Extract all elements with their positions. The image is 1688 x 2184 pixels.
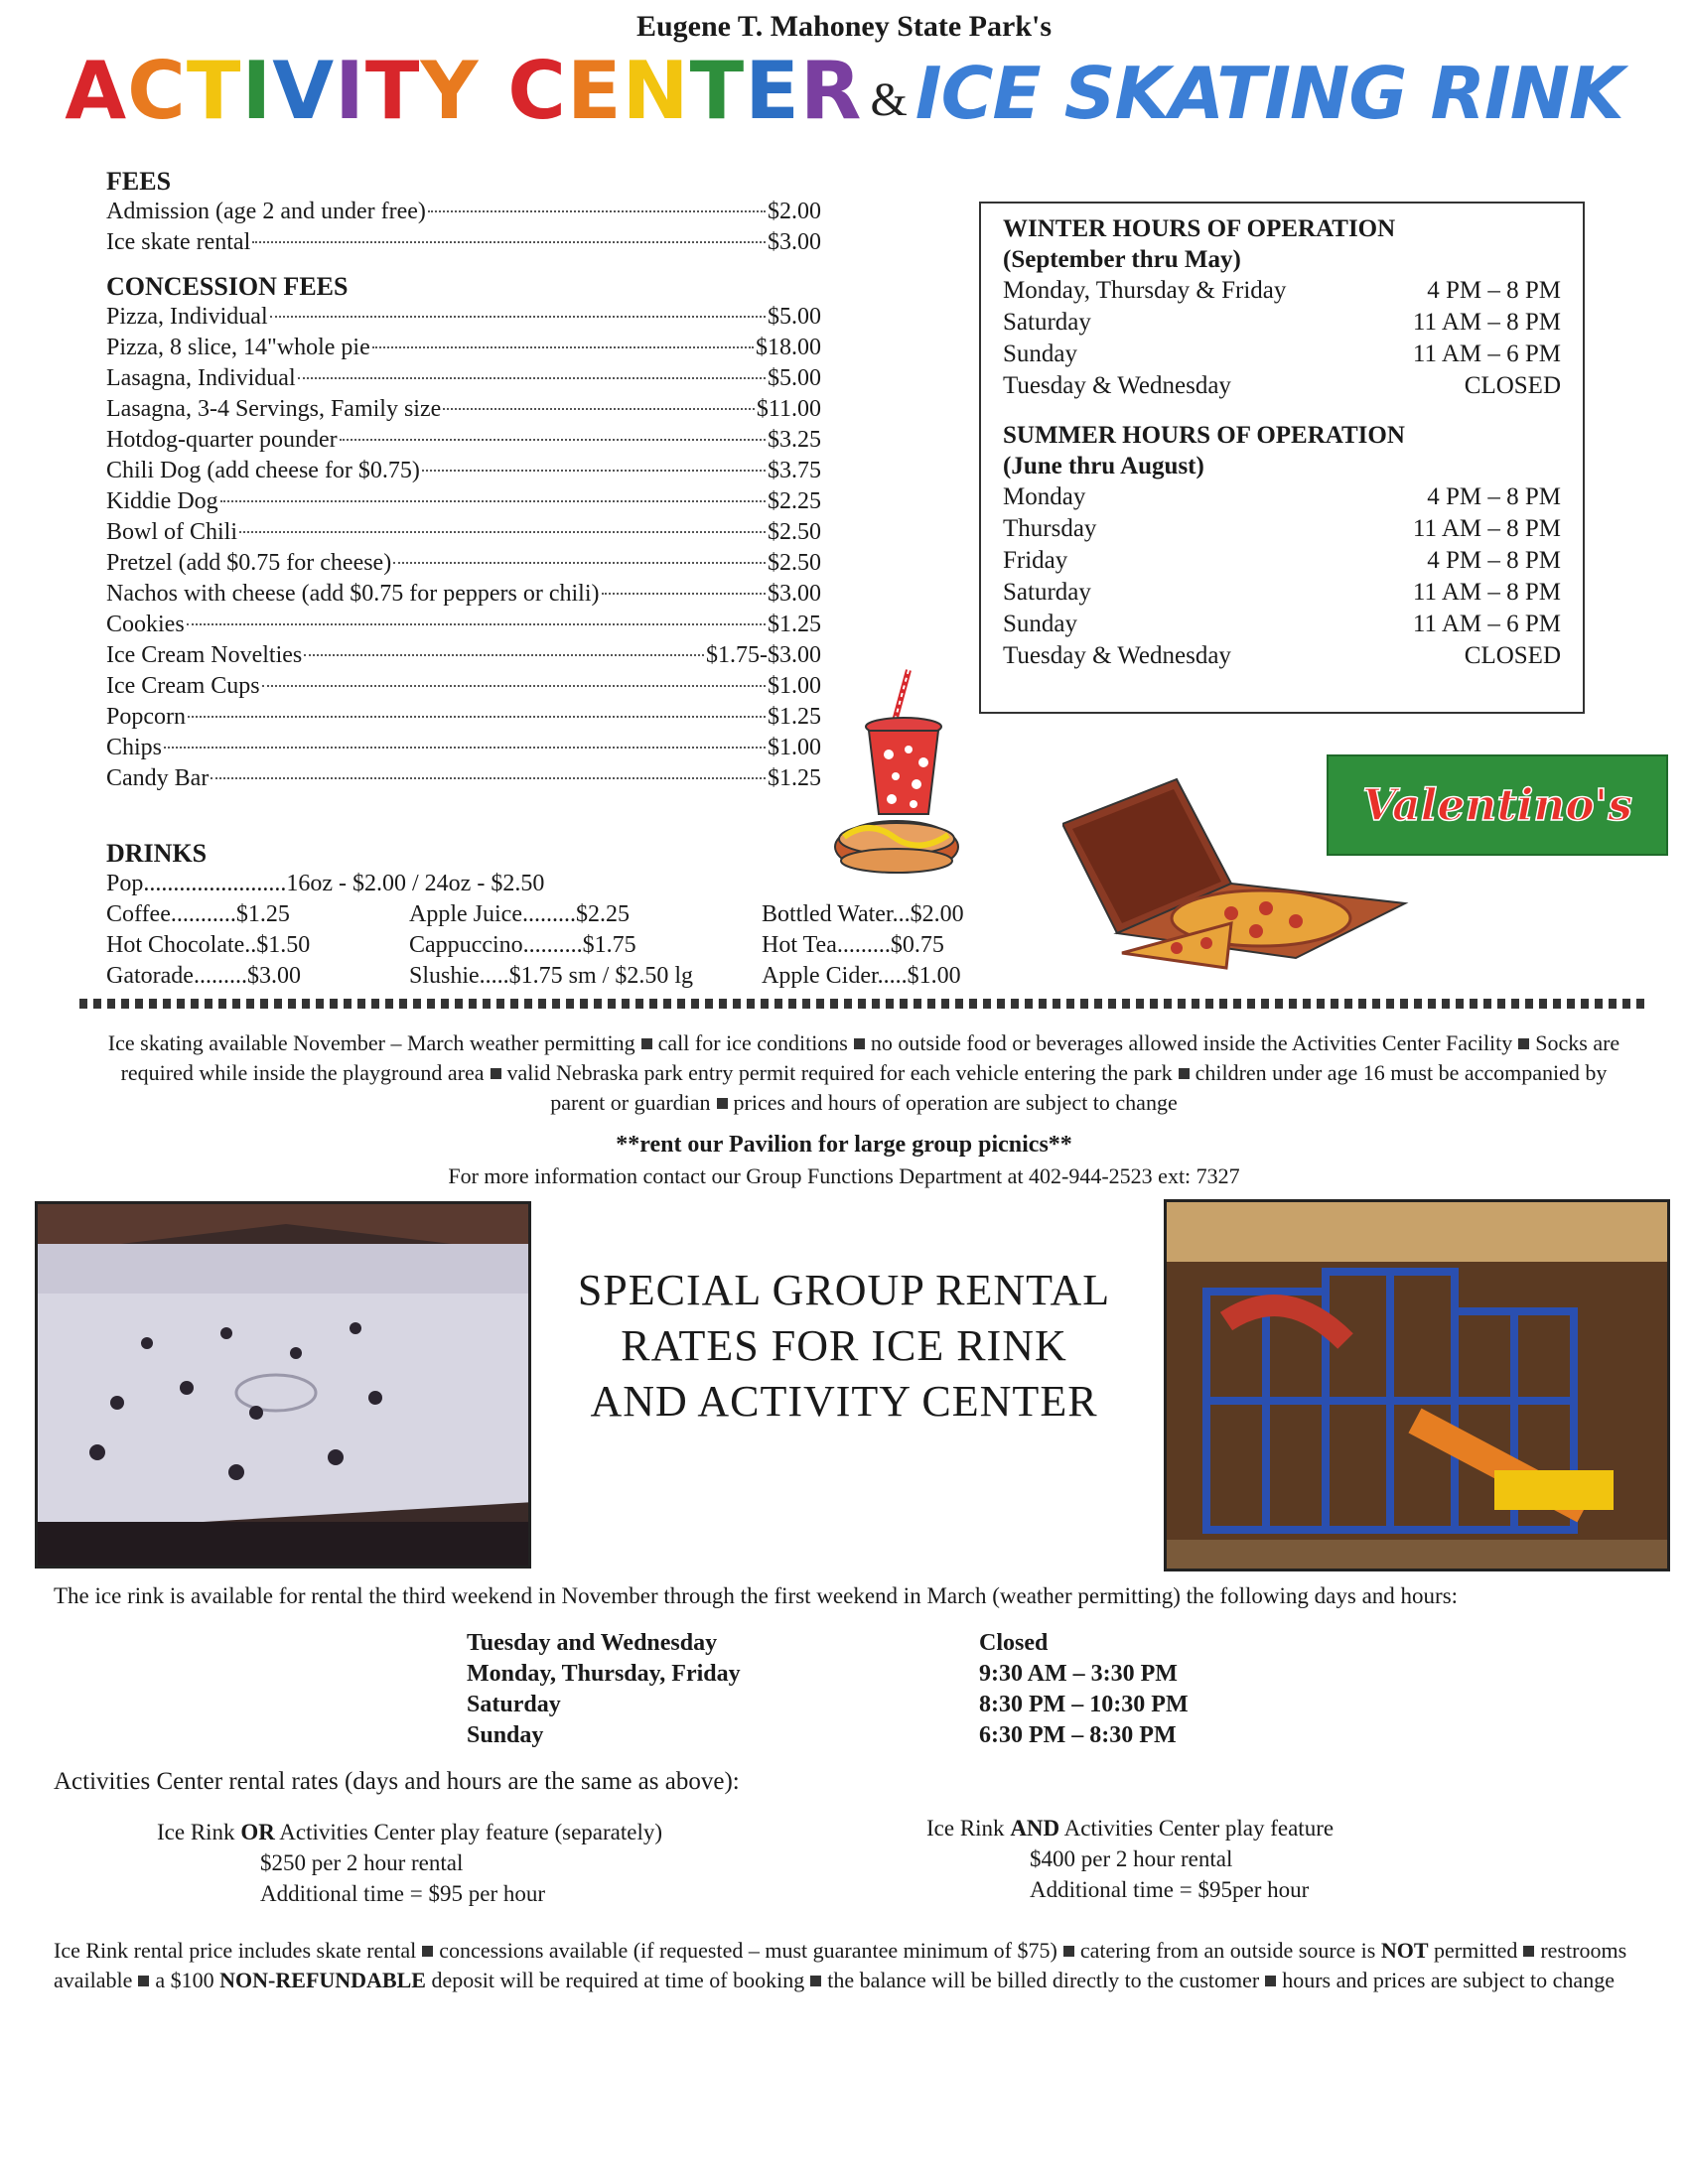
summer-hours-row [1003, 545, 1561, 577]
concession-price: $18.00 [756, 335, 821, 360]
fee-name: Admission (age 2 and under free) [106, 199, 426, 224]
bullet-square-icon [810, 1976, 821, 1986]
rink-schedule-times [979, 1628, 1189, 1751]
dotted-divider [79, 999, 1648, 1009]
hours-time: CLOSED [1464, 642, 1561, 669]
concession-row [106, 671, 821, 702]
bullet-square-icon [717, 1098, 728, 1109]
rink-schedule-day: Saturday [467, 1692, 561, 1717]
fee-price: $3.00 [768, 229, 821, 255]
summer-hours-row [1003, 609, 1561, 640]
hours-time: 11 AM – 8 PM [1412, 515, 1561, 542]
title-letter: R [799, 45, 863, 137]
concession-price: $1.25 [768, 704, 821, 730]
rate-separate [157, 1817, 662, 1909]
hours-time: 4 PM – 8 PM [1427, 547, 1561, 574]
dot-leader [270, 316, 766, 318]
title-letter: T [186, 45, 242, 137]
concession-name: Nachos with cheese (add $0.75 for peppers or chili) [106, 581, 600, 607]
bullet-square-icon [1523, 1946, 1534, 1957]
title-letter: I [335, 45, 365, 137]
title-letter: N [622, 45, 690, 137]
drink-item: Slushie.....$1.75 sm / $2.50 lg [409, 963, 694, 989]
dot-leader [220, 500, 766, 502]
concession-row [106, 763, 821, 794]
hours-day: Sunday [1003, 341, 1077, 367]
concession-row [106, 333, 821, 363]
concession-name: Hotdog-quarter pounder [106, 427, 338, 453]
concession-row [106, 579, 821, 610]
concession-price: $3.25 [768, 427, 821, 453]
drink-pop-label: Pop [106, 871, 144, 896]
concession-name: Bowl of Chili [106, 519, 238, 545]
fees-list [106, 197, 821, 258]
drink-item: Apple Cider.....$1.00 [762, 963, 961, 989]
concession-name: Chili Dog (add cheese for $0.75) [106, 458, 420, 483]
title-letter: E [567, 45, 623, 137]
concession-price: $2.50 [768, 519, 821, 545]
ice-rink-photo [35, 1201, 531, 1569]
drinks-grid [106, 899, 1030, 992]
winter-hours-row [1003, 307, 1561, 339]
bullet-square-icon [854, 1038, 865, 1049]
title-letter [479, 45, 507, 137]
pavilion-promo: **rent our Pavilion for large group picnics** [616, 1132, 1072, 1158]
dot-leader [252, 241, 766, 243]
dot-leader [340, 439, 766, 441]
concession-row [106, 548, 821, 579]
concession-name: Pizza, 8 slice, 14"whole pie [106, 335, 370, 360]
concession-name: Pretzel (add $0.75 for cheese) [106, 550, 392, 576]
concession-name: Kiddie Dog [106, 488, 218, 514]
concession-name: Chips [106, 735, 163, 760]
concession-row [106, 425, 821, 456]
summer-hours-row [1003, 513, 1561, 545]
rink-schedule-time: Closed [979, 1630, 1049, 1656]
rate-separate-extra: Additional time = $95 per hour [260, 1881, 546, 1906]
hours-time: 11 AM – 8 PM [1412, 309, 1561, 336]
winter-hours-row [1003, 339, 1561, 370]
dot-leader [602, 593, 767, 595]
rink-schedule-time: 8:30 PM – 10:30 PM [979, 1692, 1189, 1717]
hours-time: 11 AM – 6 PM [1412, 341, 1561, 367]
rink-schedule-day: Monday, Thursday, Friday [467, 1661, 741, 1687]
hours-time: 11 AM – 6 PM [1412, 611, 1561, 637]
dot-leader [298, 377, 766, 379]
summer-hours [1003, 481, 1561, 672]
summer-hours-row [1003, 481, 1561, 513]
concession-row [106, 456, 821, 486]
summer-range: (June thru August) [1003, 453, 1204, 479]
fee-name: Ice skate rental [106, 229, 251, 255]
concession-price: $3.75 [768, 458, 821, 483]
concession-price: $2.50 [768, 550, 821, 576]
fee-row [106, 227, 821, 258]
title-letter: V [272, 45, 336, 137]
valentinos-logo: Valentino's [1327, 754, 1668, 856]
dot-leader [428, 210, 766, 212]
rate-combined-price: $400 per 2 hour rental [1030, 1846, 1233, 1871]
bullet-square-icon [1179, 1068, 1190, 1079]
dot-leader [164, 747, 766, 749]
notice-item: prices and hours of operation are subject to change [733, 1090, 1178, 1115]
concession-price: $11.00 [756, 396, 821, 422]
hours-time: 4 PM – 8 PM [1427, 277, 1561, 304]
fees-section [106, 167, 821, 794]
page-title [0, 45, 1688, 137]
dot-leader [187, 623, 766, 625]
title-letter: C [507, 45, 567, 137]
winter-hours-row [1003, 370, 1561, 402]
rate-combined-title: Ice Rink AND Activities Center play feature [926, 1816, 1335, 1841]
summer-hours-row [1003, 577, 1561, 609]
winter-heading: WINTER HOURS OF OPERATION [1003, 215, 1396, 242]
bullet-square-icon [138, 1976, 149, 1986]
hours-day: Monday, Thursday & Friday [1003, 277, 1287, 304]
hours-time: 4 PM – 8 PM [1427, 483, 1561, 510]
rink-schedule-time: 6:30 PM – 8:30 PM [979, 1722, 1177, 1748]
title-activity-center [65, 45, 863, 137]
title-letter: C [127, 45, 187, 137]
fee-row [106, 197, 821, 227]
special-rental-line2: RATES FOR ICE RINK [621, 1321, 1067, 1370]
concession-price: $5.00 [768, 365, 821, 391]
concession-price: $5.00 [768, 304, 821, 330]
concession-row [106, 517, 821, 548]
title-letter: I [241, 45, 273, 137]
dot-leader [304, 654, 704, 656]
drink-item: Bottled Water...$2.00 [762, 901, 964, 927]
bullet-square-icon [1063, 1946, 1074, 1957]
bullet-square-icon [491, 1068, 501, 1079]
rink-rental-intro: The ice rink is available for rental the third weekend in November through the first weekend in March (weather permitting) the following days and hours: [54, 1583, 1459, 1608]
concession-heading: CONCESSION FEES [106, 272, 349, 301]
drink-item: Coffee...........$1.25 [106, 901, 290, 927]
title-letter: T [364, 45, 421, 137]
rink-schedule-time: 9:30 AM – 3:30 PM [979, 1661, 1178, 1687]
rental-terms: Ice Rink rental price includes skate rental concessions available (if requested – must guarantee minimum of $75) catering from an outside source is NOT permitted restrooms available a $100 NON-REFUNDABLE deposit will be required at time of booking the balance will be billed directly to the customer hours and prices are subject to change [54, 1938, 1627, 1992]
title-ice-skating-rink: ICE SKATING RINK [914, 52, 1623, 135]
drink-pop-price: 16oz - $2.00 / 24oz - $2.50 [286, 871, 545, 896]
special-rental-heading [546, 1263, 1142, 1430]
dot-leader [443, 408, 755, 410]
concession-list [106, 302, 821, 794]
drinks-heading: DRINKS [106, 839, 208, 868]
concession-row [106, 363, 821, 394]
title-letter: A [65, 45, 128, 137]
concession-name: Ice Cream Novelties [106, 642, 303, 668]
title-ampersand: & [870, 72, 908, 126]
drink-item: Gatorade.........$3.00 [106, 963, 301, 989]
fees-heading: FEES [106, 167, 172, 196]
title-letter: E [745, 45, 800, 137]
hours-day: Saturday [1003, 309, 1091, 336]
concession-row [106, 610, 821, 640]
hours-day: Sunday [1003, 611, 1077, 637]
hours-time: 11 AM – 8 PM [1412, 579, 1561, 606]
dot-leader [211, 777, 766, 779]
winter-hours-row [1003, 275, 1561, 307]
drink-item: Cappuccino..........$1.75 [409, 932, 636, 958]
concession-name: Pizza, Individual [106, 304, 268, 330]
concession-price: $1.25 [768, 612, 821, 637]
drink-item: Apple Juice.........$2.25 [409, 901, 630, 927]
concession-row [106, 640, 821, 671]
notice-item: Ice skating available November – March weather permitting [107, 1030, 635, 1055]
concession-name: Lasagna, 3-4 Servings, Family size [106, 396, 442, 422]
pizza-slice-icon [1117, 913, 1246, 983]
drink-pop-dots: ........................ [143, 871, 287, 896]
winter-range: (September thru May) [1003, 246, 1241, 273]
play-structure-photo [1164, 1199, 1670, 1571]
concession-price: $1.00 [768, 673, 821, 699]
rate-separate-title: Ice Rink OR Activities Center play feature (separately) [157, 1820, 663, 1844]
concession-row [106, 302, 821, 333]
winter-hours [1003, 275, 1561, 402]
notice-item: Socks are required while inside the playground area [120, 1030, 1620, 1085]
rink-schedule-days [467, 1628, 741, 1751]
bullet-square-icon [1265, 1976, 1276, 1986]
notice-item: valid Nebraska park entry permit required for each vehicle entering the park [506, 1060, 1173, 1085]
special-rental-line3: AND ACTIVITY CENTER [590, 1377, 1098, 1426]
concession-row [106, 394, 821, 425]
concession-price: $3.00 [768, 581, 821, 607]
special-rental-line1: SPECIAL GROUP RENTAL [577, 1266, 1111, 1314]
hours-day: Thursday [1003, 515, 1097, 542]
rink-schedule-day: Tuesday and Wednesday [467, 1630, 718, 1656]
dot-leader [239, 531, 766, 533]
contact-info: For more information contact our Group Functions Department at 402-944-2523 ext: 7327 [448, 1163, 1240, 1188]
concession-name: Ice Cream Cups [106, 673, 260, 699]
concession-row [106, 486, 821, 517]
summer-heading: SUMMER HOURS OF OPERATION [1003, 422, 1405, 449]
bullet-square-icon [641, 1038, 652, 1049]
hours-time: CLOSED [1464, 372, 1561, 399]
bullet-square-icon [422, 1946, 433, 1957]
dot-leader [372, 346, 754, 348]
park-subtitle: Eugene T. Mahoney State Park's [635, 10, 1053, 43]
title-letter: T [689, 45, 746, 137]
hours-day: Friday [1003, 547, 1068, 574]
title-letter: Y [420, 45, 480, 137]
concession-name: Popcorn [106, 704, 186, 730]
concession-name: Lasagna, Individual [106, 365, 296, 391]
rate-combined-extra: Additional time = $95per hour [1030, 1877, 1310, 1902]
dot-leader [262, 685, 766, 687]
bullet-square-icon [1518, 1038, 1529, 1049]
dot-leader [422, 470, 766, 472]
rates-heading: Activities Center rental rates (days and hours are the same as above): [54, 1768, 740, 1795]
rate-separate-price: $250 per 2 hour rental [260, 1850, 464, 1875]
concession-price: $1.25 [768, 765, 821, 791]
rate-combined [926, 1813, 1334, 1905]
concession-price: $1.75-$3.00 [706, 642, 821, 668]
notices-paragraph [99, 1028, 1628, 1118]
hours-day: Monday [1003, 483, 1086, 510]
hours-day: Saturday [1003, 579, 1091, 606]
concession-row [106, 733, 821, 763]
hours-day: Tuesday & Wednesday [1003, 642, 1231, 669]
concession-price: $1.00 [768, 735, 821, 760]
hotdog-icon [829, 799, 968, 888]
concession-price: $2.25 [768, 488, 821, 514]
hours-day: Tuesday & Wednesday [1003, 372, 1231, 399]
notice-item: no outside food or beverages allowed inside the Activities Center Facility [870, 1030, 1513, 1055]
drink-item: Hot Tea.........$0.75 [762, 932, 944, 958]
concession-row [106, 702, 821, 733]
dot-leader [188, 716, 766, 718]
rink-schedule-day: Sunday [467, 1722, 544, 1748]
hours-box [979, 202, 1585, 714]
notice-item: call for ice conditions [657, 1030, 848, 1055]
concession-name: Candy Bar [106, 765, 210, 791]
concession-name: Cookies [106, 612, 185, 637]
notice-item: children under age 16 must be accompanied by parent or guardian [550, 1060, 1608, 1115]
dot-leader [393, 562, 766, 564]
summer-hours-row [1003, 640, 1561, 672]
fee-price: $2.00 [768, 199, 821, 224]
drink-item: Hot Chocolate..$1.50 [106, 932, 311, 958]
